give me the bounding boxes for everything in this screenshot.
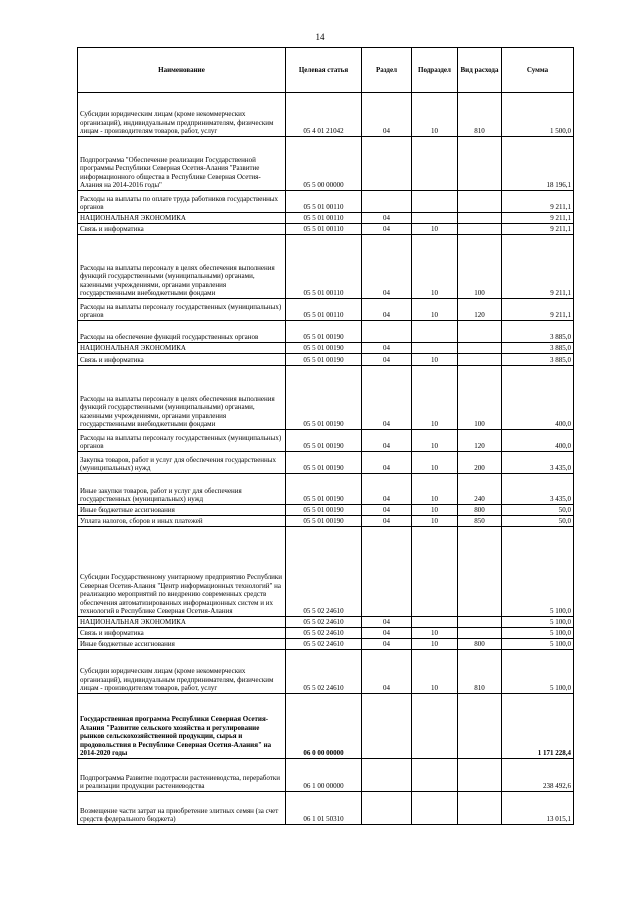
cell-section: 04	[362, 474, 412, 505]
cell-name: Субсидии юридическим лицам (кроме некоммерческих организаций), индивидуальным предпринимателям, физическим лицам - производителям товаров, работ, услуг	[78, 93, 286, 137]
cell-target-code: 05 5 01 00110	[286, 191, 362, 213]
cell-expense-type	[458, 213, 502, 224]
cell-name: Закупка товаров, работ и услуг для обеспечения государственных (муниципальных) нужд	[78, 452, 286, 474]
table-row	[78, 452, 574, 474]
cell-name: Подпрограмма Развитие подотрасли растениеводства, переработки и реализации продукции растениеводства	[78, 759, 286, 792]
cell-section: 04	[362, 93, 412, 137]
cell-sum: 9 211,1	[502, 299, 574, 321]
cell-subsection	[412, 343, 458, 354]
table-row	[78, 430, 574, 452]
header-row	[78, 48, 574, 93]
cell-sum: 3 435,0	[502, 474, 574, 505]
table-row	[78, 343, 574, 354]
cell-section	[362, 792, 412, 825]
cell-expense-type: 810	[458, 93, 502, 137]
cell-sum: 50,0	[502, 505, 574, 516]
cell-expense-type	[458, 137, 502, 191]
cell-section: 04	[362, 343, 412, 354]
table-row	[78, 650, 574, 694]
cell-section: 04	[362, 617, 412, 628]
cell-sum: 5 100,0	[502, 628, 574, 639]
cell-expense-type: 100	[458, 235, 502, 299]
cell-name: Иные закупки товаров, работ и услуг для обеспечения государственных (муниципальных) нужд	[78, 474, 286, 505]
cell-name: Подпрограмма "Обеспечение реализации Государственной программы Республики Северная Осетия-Алания "Развитие информационного общества в Республике Северная Осетия-Алания на 2014-2016 годы"	[78, 137, 286, 191]
table-row	[78, 759, 574, 792]
cell-name: Расходы на обеспечение функций государственных органов	[78, 321, 286, 343]
cell-target-code: 05 5 02 24610	[286, 639, 362, 650]
cell-section: 04	[362, 628, 412, 639]
cell-section: 04	[362, 299, 412, 321]
table-row	[78, 639, 574, 650]
page-number: 14	[315, 32, 325, 42]
table-row	[78, 527, 574, 617]
budget-table	[77, 47, 574, 825]
cell-expense-type: 800	[458, 639, 502, 650]
cell-section	[362, 759, 412, 792]
cell-subsection: 10	[412, 430, 458, 452]
cell-target-code: 06 1 01 50310	[286, 792, 362, 825]
cell-name: Расходы на выплаты персоналу в целях обеспечения выполнения функций государственными (муниципальными) органами, казенными учреждениями, органами управления государственными внебюджетными фондами	[78, 235, 286, 299]
cell-subsection	[412, 617, 458, 628]
cell-name: Связь и информатика	[78, 628, 286, 639]
col-header-sum: Сумма	[502, 48, 574, 93]
cell-section: 04	[362, 516, 412, 527]
cell-name: Государственная программа Республики Северная Осетия-Алания "Развитие сельского хозяйства и регулирование рынков сельскохозяйственной продукции, сырья и продовольствия в Республике Северная Осетия-Алания" на 2014-2020 годы	[78, 694, 286, 759]
cell-target-code: 05 5 01 00190	[286, 452, 362, 474]
cell-sum: 1 500,0	[502, 93, 574, 137]
cell-sum: 1 171 228,4	[502, 694, 574, 759]
cell-expense-type	[458, 224, 502, 235]
table-row	[78, 299, 574, 321]
cell-sum: 9 211,1	[502, 213, 574, 224]
cell-expense-type	[458, 343, 502, 354]
cell-section	[362, 137, 412, 191]
table-row	[78, 354, 574, 366]
cell-expense-type	[458, 617, 502, 628]
cell-sum: 400,0	[502, 430, 574, 452]
cell-subsection: 10	[412, 299, 458, 321]
cell-expense-type: 240	[458, 474, 502, 505]
cell-sum: 3 435,0	[502, 452, 574, 474]
cell-target-code: 06 0 00 00000	[286, 694, 362, 759]
table-row	[78, 224, 574, 235]
table-row	[78, 213, 574, 224]
cell-subsection: 10	[412, 452, 458, 474]
cell-target-code: 05 5 01 00190	[286, 354, 362, 366]
col-header-subsection: Подраздел	[412, 48, 458, 93]
cell-name: Расходы на выплаты по оплате труда работников государственных органов	[78, 191, 286, 213]
col-header-name: Наименование	[78, 48, 286, 93]
cell-target-code: 05 5 02 24610	[286, 628, 362, 639]
cell-section: 04	[362, 354, 412, 366]
cell-name: Уплата налогов, сборов и иных платежей	[78, 516, 286, 527]
cell-subsection: 10	[412, 366, 458, 430]
cell-name: Расходы на выплаты персоналу государственных (муниципальных) органов	[78, 299, 286, 321]
cell-expense-type: 850	[458, 516, 502, 527]
cell-subsection: 10	[412, 354, 458, 366]
cell-section	[362, 694, 412, 759]
cell-expense-type: 800	[458, 505, 502, 516]
cell-expense-type	[458, 191, 502, 213]
cell-section: 04	[362, 366, 412, 430]
cell-target-code: 06 1 00 00000	[286, 759, 362, 792]
cell-subsection	[412, 137, 458, 191]
cell-section	[362, 321, 412, 343]
cell-target-code: 05 5 01 00190	[286, 516, 362, 527]
cell-target-code: 05 5 01 00190	[286, 505, 362, 516]
cell-target-code: 05 5 00 00000	[286, 137, 362, 191]
table-row	[78, 191, 574, 213]
cell-sum: 238 492,6	[502, 759, 574, 792]
cell-sum: 5 100,0	[502, 527, 574, 617]
cell-section	[362, 527, 412, 617]
cell-name: Возмещение части затрат на приобретение элитных семян (за счет средств федерального бюджета)	[78, 792, 286, 825]
cell-section: 04	[362, 430, 412, 452]
cell-subsection: 10	[412, 93, 458, 137]
table-row	[78, 628, 574, 639]
table-row	[78, 516, 574, 527]
cell-subsection: 10	[412, 639, 458, 650]
cell-section: 04	[362, 639, 412, 650]
cell-subsection: 10	[412, 224, 458, 235]
cell-section: 04	[362, 650, 412, 694]
cell-section: 04	[362, 452, 412, 474]
cell-target-code: 05 5 02 24610	[286, 650, 362, 694]
cell-expense-type: 200	[458, 452, 502, 474]
cell-sum: 3 885,0	[502, 354, 574, 366]
table-row	[78, 694, 574, 759]
cell-sum: 9 211,1	[502, 224, 574, 235]
cell-sum: 18 196,1	[502, 137, 574, 191]
cell-expense-type: 120	[458, 430, 502, 452]
cell-target-code: 05 5 01 00110	[286, 235, 362, 299]
table-row	[78, 505, 574, 516]
cell-expense-type	[458, 759, 502, 792]
table-row	[78, 474, 574, 505]
cell-name: Иные бюджетные ассигнования	[78, 639, 286, 650]
cell-section: 04	[362, 224, 412, 235]
cell-target-code: 05 5 01 00190	[286, 474, 362, 505]
table-row	[78, 235, 574, 299]
cell-name: Субсидии юридическим лицам (кроме некоммерческих организаций), индивидуальным предпринимателям, физическим лицам - производителям товаров, работ, услуг	[78, 650, 286, 694]
cell-expense-type: 120	[458, 299, 502, 321]
cell-subsection	[412, 527, 458, 617]
cell-name: НАЦИОНАЛЬНАЯ ЭКОНОМИКА	[78, 343, 286, 354]
cell-section	[362, 191, 412, 213]
cell-expense-type	[458, 628, 502, 639]
cell-subsection	[412, 759, 458, 792]
cell-subsection	[412, 694, 458, 759]
cell-sum: 5 100,0	[502, 639, 574, 650]
cell-target-code: 05 5 02 24610	[286, 527, 362, 617]
cell-expense-type	[458, 527, 502, 617]
cell-target-code: 05 5 01 00190	[286, 343, 362, 354]
cell-sum: 3 885,0	[502, 321, 574, 343]
cell-subsection: 10	[412, 516, 458, 527]
cell-sum: 3 885,0	[502, 343, 574, 354]
cell-subsection: 10	[412, 650, 458, 694]
cell-sum: 13 015,1	[502, 792, 574, 825]
table-row	[78, 617, 574, 628]
cell-name: Связь и информатика	[78, 354, 286, 366]
cell-target-code: 05 4 01 21042	[286, 93, 362, 137]
table-row	[78, 366, 574, 430]
cell-sum: 5 100,0	[502, 650, 574, 694]
cell-section: 04	[362, 235, 412, 299]
cell-subsection	[412, 213, 458, 224]
cell-target-code: 05 5 01 00110	[286, 213, 362, 224]
cell-subsection: 10	[412, 628, 458, 639]
cell-sum: 50,0	[502, 516, 574, 527]
table-row	[78, 93, 574, 137]
cell-subsection	[412, 792, 458, 825]
cell-name: НАЦИОНАЛЬНАЯ ЭКОНОМИКА	[78, 213, 286, 224]
cell-subsection: 10	[412, 235, 458, 299]
cell-name: Иные бюджетные ассигнования	[78, 505, 286, 516]
cell-target-code: 05 5 01 00190	[286, 366, 362, 430]
col-header-expense-type: Вид расхода	[458, 48, 502, 93]
cell-target-code: 05 5 01 00190	[286, 321, 362, 343]
col-header-section: Раздел	[362, 48, 412, 93]
cell-target-code: 05 5 01 00110	[286, 224, 362, 235]
cell-sum: 400,0	[502, 366, 574, 430]
cell-name: Связь и информатика	[78, 224, 286, 235]
cell-expense-type: 810	[458, 650, 502, 694]
cell-sum: 9 211,1	[502, 191, 574, 213]
table-row	[78, 321, 574, 343]
cell-section: 04	[362, 505, 412, 516]
cell-sum: 5 100,0	[502, 617, 574, 628]
cell-name: Расходы на выплаты персоналу государственных (муниципальных) органов	[78, 430, 286, 452]
cell-name: Субсидии Государственному унитарному предприятию Республики Северная Осетия-Алания "Центр информационных технологий" на реализацию мероприятий по внедрению современных средств обеспечения автоматизированных информационных систем и их технологий в Республике Северная Осетия-Алания	[78, 527, 286, 617]
cell-expense-type	[458, 792, 502, 825]
col-header-target: Целевая статья	[286, 48, 362, 93]
cell-name: НАЦИОНАЛЬНАЯ ЭКОНОМИКА	[78, 617, 286, 628]
cell-subsection	[412, 321, 458, 343]
table-row	[78, 792, 574, 825]
cell-expense-type	[458, 354, 502, 366]
cell-name: Расходы на выплаты персоналу в целях обеспечения выполнения функций государственными (муниципальными) органами, казенными учреждениями, органами управления государственными внебюджетными фондами	[78, 366, 286, 430]
cell-subsection	[412, 191, 458, 213]
cell-subsection: 10	[412, 474, 458, 505]
cell-target-code: 05 5 02 24610	[286, 617, 362, 628]
table-row	[78, 137, 574, 191]
cell-expense-type	[458, 321, 502, 343]
cell-sum: 9 211,1	[502, 235, 574, 299]
cell-expense-type: 100	[458, 366, 502, 430]
cell-section: 04	[362, 213, 412, 224]
cell-subsection: 10	[412, 505, 458, 516]
cell-expense-type	[458, 694, 502, 759]
cell-target-code: 05 5 01 00110	[286, 299, 362, 321]
cell-target-code: 05 5 01 00190	[286, 430, 362, 452]
